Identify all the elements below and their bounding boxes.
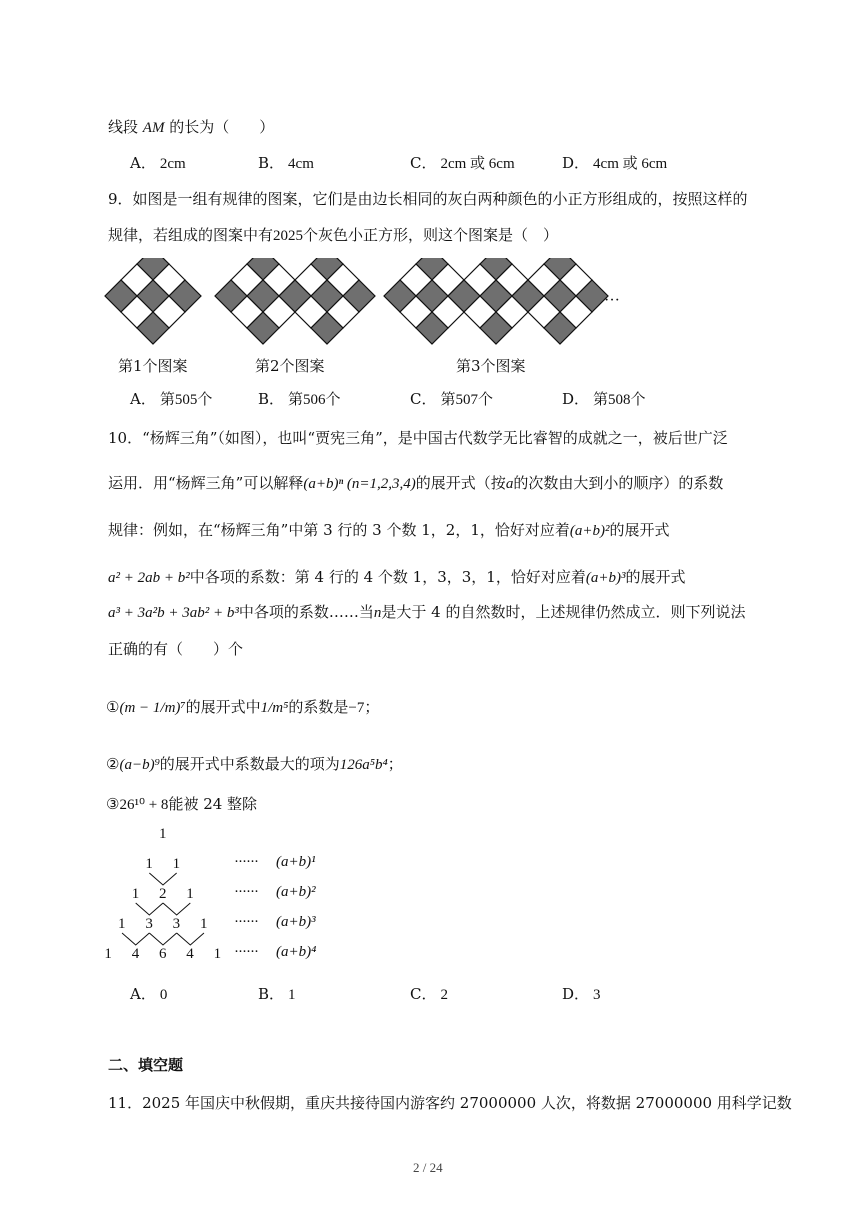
option-letter: D．	[562, 985, 590, 1003]
q9-option-c	[410, 388, 493, 409]
q10-line5-var: n	[373, 605, 382, 621]
yanghui-triangle-lines	[0, 820, 867, 980]
option-text: 0	[159, 987, 168, 1003]
triangle-power-label: (a+b)²	[276, 884, 316, 900]
option-letter: A．	[130, 390, 156, 408]
triangle-number: 2	[159, 886, 167, 902]
q10-line5-a: 中各项的系数……当	[238, 603, 374, 621]
triangle-number: 3	[172, 916, 181, 932]
q9-option-a	[130, 388, 212, 409]
q8-option-c	[410, 152, 515, 173]
q10-line3-expr: (a+b)²	[569, 523, 610, 539]
q9-option-b	[258, 388, 341, 409]
option-letter: A．	[130, 985, 156, 1003]
q10-line2-var: a	[505, 476, 514, 492]
q10-line2	[108, 472, 723, 493]
q10-line5	[108, 601, 745, 622]
q10-stmt1-expr: (m − 1/m)⁷	[119, 700, 186, 716]
q8-option-a	[130, 152, 186, 173]
option-letter: D．	[562, 390, 590, 408]
q10-stmt1-b: 的系数是	[288, 698, 349, 716]
triangle-number: 1	[131, 886, 140, 902]
q10-line3-b: 的展开式	[609, 521, 670, 539]
q10-stmt2-expr: (a−b)⁹	[119, 757, 160, 773]
option-letter: B．	[258, 154, 285, 172]
q10-stmt1-a: 的展开式中	[185, 698, 261, 716]
option-letter: B．	[258, 390, 285, 408]
q8-stem-prefix: 线段	[108, 118, 139, 136]
option-text: 1	[288, 987, 296, 1003]
option-letter: A．	[130, 154, 156, 172]
triangle-dots: ······	[234, 884, 258, 900]
triangle-power-label: (a+b)³	[276, 914, 316, 930]
q9-option-d	[562, 388, 646, 409]
q10-statement-3	[106, 793, 257, 814]
q10-stmt1-frac: 1/m⁵	[260, 700, 289, 716]
q10-line2-a: 运用．用“杨辉三角”可以解释	[108, 474, 304, 492]
q8-stem	[108, 116, 274, 137]
q10-line3	[108, 519, 670, 540]
option-letter: B．	[258, 985, 285, 1003]
q10-line2-b: 的展开式（按	[415, 474, 506, 492]
triangle-number: 1	[159, 826, 167, 842]
q10-stmt3-num: ③	[106, 795, 120, 813]
triangle-number: 4	[131, 946, 140, 962]
q10-stmt1-end: ；	[364, 698, 380, 716]
q10-option-d	[562, 983, 601, 1004]
q10-line4-a: 中各项的系数：第 4 行的 4 个数 1，3，3，1，恰好对应着	[189, 568, 586, 586]
q10-stmt3-expr: 26¹⁰ + 8	[119, 797, 169, 813]
q9-line2-b: 个灰色小正方形，则这个图案是（ ）	[303, 226, 559, 244]
option-text: 4cm 或 6cm	[593, 156, 668, 172]
q9-line2-num: 2025	[273, 228, 304, 244]
q9-line1: 9．如图是一组有规律的图案，它们是由边长相同的灰白两种颜色的小正方形组成的，按照这样的	[108, 190, 748, 208]
triangle-number: 1	[118, 916, 126, 932]
option-text: 第508个	[593, 392, 646, 408]
option-text: 第507个	[440, 392, 493, 408]
q10-line6: 正确的有（ ）个	[108, 640, 244, 658]
triangle-connector	[122, 933, 149, 945]
triangle-number: 3	[145, 916, 153, 932]
q10-stmt2-end: ；	[387, 755, 403, 773]
triangle-number: 6	[159, 946, 167, 962]
q10-option-c	[410, 983, 448, 1004]
triangle-number: 1	[104, 946, 112, 962]
q10-statement-2	[106, 753, 403, 774]
q8-stem-var: AM	[142, 120, 165, 136]
triangle-connector	[149, 873, 176, 885]
option-text: 第505个	[159, 392, 213, 408]
option-text: 第506个	[288, 392, 341, 408]
q9-line2	[108, 224, 558, 245]
option-letter: C．	[410, 154, 437, 172]
option-text: 2cm	[159, 156, 186, 172]
q10-line5-b: 是大于 4 的自然数时，上述规律仍然成立．则下列说法	[381, 603, 746, 621]
option-text: 2cm 或 6cm	[440, 156, 515, 172]
q11-line1: 11．2025 年国庆中秋假期，重庆共接待国内游客约 27000000 人次，将数据 27000000 用科学记数	[108, 1094, 792, 1112]
triangle-connector	[136, 903, 163, 915]
option-letter: C．	[410, 985, 437, 1003]
triangle-number: 1	[145, 856, 153, 872]
q10-option-a	[130, 983, 167, 1004]
option-text: 4cm	[288, 156, 314, 172]
option-text: 3	[593, 987, 601, 1003]
q10-line3-a: 规律：例如，在“杨辉三角”中第 3 行的 3 个数 1，2，1，恰好对应着	[108, 521, 570, 539]
q9-label-2: 第2个图案	[255, 357, 325, 375]
triangle-number: 1	[172, 856, 181, 872]
q8-option-b	[258, 152, 314, 173]
triangle-connector	[149, 933, 176, 945]
triangle-connector	[163, 903, 190, 915]
q9-label-1: 第1个图案	[118, 357, 188, 375]
q8-option-d	[562, 152, 667, 173]
q10-stmt2-num: ②	[106, 755, 120, 773]
page-number: 2 / 24	[413, 1160, 443, 1175]
triangle-number: 1	[199, 916, 208, 932]
q10-line4-expr2: (a+b)³	[585, 570, 626, 586]
triangle-dots: ······	[234, 914, 258, 930]
q10-stmt1-val: −7	[348, 700, 365, 716]
triangle-connector	[177, 933, 204, 945]
section-title: 二、填空题	[108, 1056, 184, 1074]
q9-line2-a: 规律，若组成的图案中有	[108, 226, 274, 244]
q10-line5-expr: a³ + 3a²b + 3ab² + b³	[108, 605, 239, 621]
triangle-power-label: (a+b)¹	[276, 854, 316, 870]
q10-line4-b: 的展开式	[625, 568, 686, 586]
q10-line2-c: 的次数由大到小的顺序）的系数	[513, 474, 724, 492]
option-text: 2	[440, 987, 448, 1003]
triangle-dots: ······	[234, 854, 258, 870]
q10-stmt2-val: 126a⁵b⁴	[339, 757, 388, 773]
triangle-number: 4	[186, 946, 194, 962]
triangle-number: 1	[186, 886, 194, 902]
q10-line4-expr: a² + 2ab + b²	[108, 570, 190, 586]
q10-stmt3-a: 能被 24 整除	[168, 795, 258, 813]
q10-line4	[108, 566, 685, 587]
q10-stmt1-num: ①	[106, 698, 120, 716]
q8-stem-suffix: 的长为（ ）	[169, 118, 275, 136]
option-letter: C．	[410, 390, 437, 408]
q9-label-3: 第3个图案	[456, 357, 526, 375]
q10-line1: 10．“杨辉三角”（如图），也叫“贾宪三角”，是中国古代数学无比睿智的成就之一，被后世广泛	[108, 429, 728, 447]
option-letter: D．	[562, 154, 590, 172]
triangle-dots: ······	[234, 944, 258, 960]
q10-stmt2-a: 的展开式中系数最大的项为	[159, 755, 340, 773]
q10-line2-expr: (a+b)ⁿ (n=1,2,3,4)	[303, 476, 416, 492]
triangle-power-label: (a+b)⁴	[276, 944, 317, 960]
q10-option-b	[258, 983, 296, 1004]
triangle-number: 1	[213, 946, 222, 962]
q9-ellipsis: ···	[604, 292, 620, 309]
q10-statement-1	[106, 696, 379, 717]
